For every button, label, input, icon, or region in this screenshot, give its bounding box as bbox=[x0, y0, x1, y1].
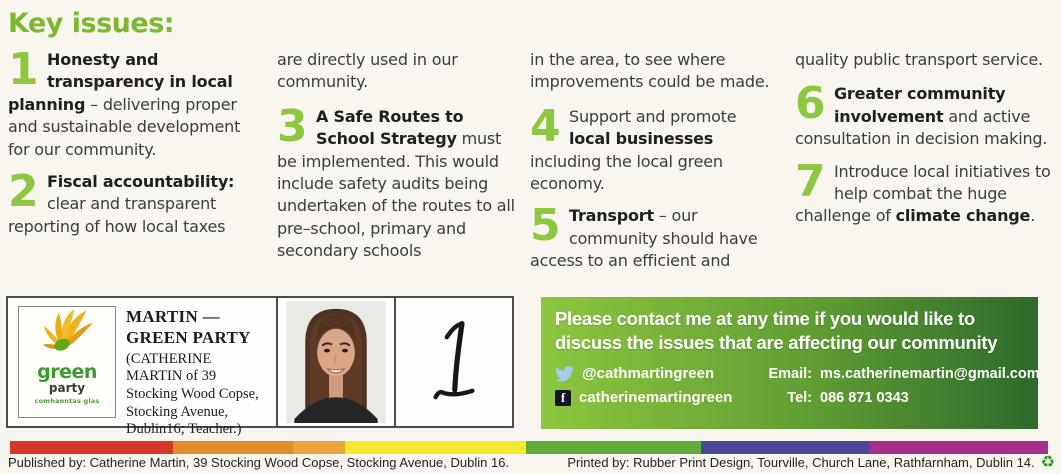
stripe-segment-orange bbox=[173, 441, 293, 454]
issue-text: – our community should have access to an efficient and bbox=[530, 206, 758, 271]
facebook-row bbox=[555, 389, 760, 406]
recycle-icon: ♻ bbox=[1040, 454, 1055, 471]
logo-text-party: party bbox=[48, 381, 86, 395]
portrait-image bbox=[286, 301, 386, 423]
page-title: Key issues: bbox=[8, 8, 175, 39]
stripe-segment-yellow bbox=[345, 441, 526, 454]
stripe-segment-red bbox=[10, 441, 173, 454]
facebook-icon: f bbox=[555, 390, 571, 406]
issue-number: 3 bbox=[277, 100, 308, 152]
stripe-segment-purple bbox=[701, 441, 869, 454]
issue-text: Transport bbox=[569, 206, 654, 226]
issue-number: 7 bbox=[795, 155, 826, 207]
facebook-handle: catherinemartingreen bbox=[579, 389, 733, 407]
contact-heading bbox=[555, 307, 1026, 355]
issue-number: 6 bbox=[795, 78, 826, 130]
issues-column bbox=[795, 49, 1053, 238]
handwritten-1-mark bbox=[418, 310, 490, 414]
issue-number: 1 bbox=[8, 44, 39, 95]
rainbow-stripe bbox=[10, 441, 1048, 454]
issue-text: clear and transparent reporting of how local taxes bbox=[8, 194, 226, 236]
issue-text: local businesses bbox=[569, 129, 714, 149]
issue-text: Introduce local initiatives to help combat the huge challenge of bbox=[795, 161, 1051, 226]
twitter-handle: @cathmartingreen bbox=[582, 365, 715, 383]
issues-column bbox=[530, 49, 782, 283]
issue-text: and active consultation in decision making. bbox=[795, 106, 1048, 149]
footer-right bbox=[567, 455, 1055, 470]
issue-continuation bbox=[530, 49, 782, 94]
issue-text: Honesty and transparency in local planning bbox=[8, 50, 233, 114]
issue-item bbox=[8, 165, 264, 238]
issue-text: must be implemented. This would include safety audits being undertaken of the routes to all pre–school, primary and secondary schools bbox=[277, 129, 515, 261]
issue-continuation bbox=[277, 49, 517, 94]
issue-text: A Safe Routes to School Strategy bbox=[316, 106, 464, 149]
issue-continuation bbox=[795, 49, 1053, 71]
sunflower-icon bbox=[36, 309, 98, 367]
printed-by: Printed by: Rubber Print Design, Tourville, Church Lane, Rathfarnham, Dublin 14. bbox=[567, 455, 1035, 470]
issue-item bbox=[530, 100, 782, 196]
issue-text: are directly used in our community. bbox=[277, 50, 458, 92]
issue-text: in the area, to see where improvements could be made. bbox=[530, 50, 770, 92]
issue-number: 4 bbox=[530, 100, 561, 152]
published-by: Published by: Catherine Martin, 39 Stocking Wood Copse, Stocking Avenue, Dublin 16. bbox=[8, 455, 510, 470]
twitter-row bbox=[555, 365, 760, 382]
candidate-name: MARTIN — GREEN PARTY bbox=[126, 307, 251, 348]
issues-columns bbox=[8, 44, 1053, 283]
issue-text: climate change bbox=[895, 206, 1031, 226]
issues-column bbox=[277, 49, 517, 273]
stripe-segment-magenta bbox=[869, 441, 1048, 454]
green-party-logo bbox=[18, 306, 116, 418]
issue-text: Support and promote bbox=[569, 106, 737, 126]
contact-heading-line2: discuss the issues that are affecting our community bbox=[555, 332, 998, 354]
contact-box bbox=[541, 297, 1038, 429]
footer bbox=[8, 455, 1055, 470]
candidate-description: (CATHERINE MARTIN of 39 Stocking Wood Copse, Stocking Avenue, Dublin16; Teacher.) bbox=[126, 350, 259, 438]
issue-text: . bbox=[1030, 206, 1036, 226]
preference-number-cell bbox=[394, 298, 512, 426]
issue-item bbox=[277, 100, 517, 263]
tel-value: 086 871 0343 bbox=[820, 389, 909, 406]
ballot-box bbox=[6, 296, 514, 438]
issue-number: 5 bbox=[530, 200, 561, 252]
email-value: ms.catherinemartin@gmail.com bbox=[820, 365, 1040, 382]
logo-text-comhaontas-glas: comhaontas glas bbox=[34, 397, 100, 406]
email-label: Email: bbox=[768, 365, 812, 382]
issue-text: quality public transport service. bbox=[795, 50, 1043, 69]
stripe-segment-light-orange bbox=[293, 441, 345, 454]
issue-number: 2 bbox=[8, 165, 39, 217]
issue-item bbox=[530, 200, 782, 272]
contact-details bbox=[555, 365, 1040, 407]
stripe-segment-green bbox=[526, 441, 701, 454]
contact-heading-line1: Please contact me at any time if you would like to bbox=[555, 308, 975, 329]
issues-column bbox=[8, 44, 264, 248]
email-row bbox=[760, 366, 1040, 382]
issue-item bbox=[795, 155, 1053, 228]
issue-text: including the local green economy. bbox=[530, 151, 723, 193]
tel-label: Tel: bbox=[787, 389, 812, 406]
issue-text: Fiscal accountability: bbox=[47, 171, 235, 191]
issue-text: – delivering proper and sustainable development for our community. bbox=[8, 94, 241, 159]
candidate-photo bbox=[276, 298, 394, 426]
issue-text: Greater community involvement bbox=[834, 84, 1006, 126]
issue-item bbox=[8, 44, 264, 161]
tel-row bbox=[760, 390, 1040, 406]
twitter-icon bbox=[555, 366, 574, 382]
logo-text-green: green bbox=[37, 361, 97, 383]
issue-item bbox=[795, 78, 1053, 150]
candidate-details bbox=[122, 298, 276, 438]
